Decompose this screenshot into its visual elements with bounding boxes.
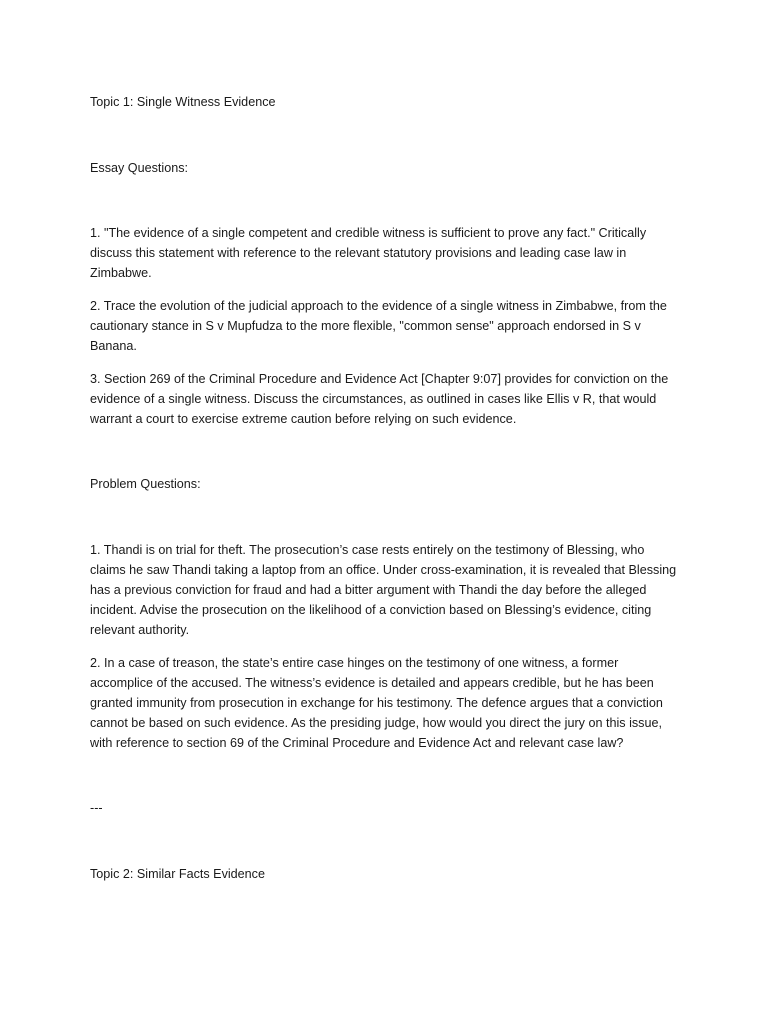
essay-question-1: [90, 223, 680, 283]
essay-question-1-line: discuss this statement with reference to the relevant statutory provisions and leading case law in: [90, 246, 627, 260]
topic-2-heading: Topic 2: Similar Facts Evidence: [90, 867, 265, 881]
topic-1-heading: Topic 1: Single Witness Evidence: [90, 95, 276, 109]
problem-question-2-line: granted immunity from prosecution in exchange for his testimony. The defence argues that a conviction: [90, 696, 663, 710]
essay-questions-heading: Essay Questions:: [90, 161, 188, 175]
problem-question-1: [90, 540, 680, 640]
essay-question-3-line: warrant a court to exercise extreme caution before relying on such evidence.: [90, 412, 517, 426]
problem-question-1-line: has a previous conviction for fraud and had a bitter argument with Thandi the day before the alleged: [90, 583, 647, 597]
problem-question-1-line: claims he saw Thandi taking a laptop from an office. Under cross-examination, it is revealed that Blessing: [90, 563, 677, 577]
essay-question-3: [90, 369, 680, 429]
essay-question-2-line: Banana.: [90, 339, 137, 353]
essay-question-1-line: Zimbabwe.: [90, 266, 152, 280]
essay-question-3-line: evidence of a single witness. Discuss the circumstances, as outlined in cases like Ellis v R, that would: [90, 392, 657, 406]
essay-question-2-line: 2. Trace the evolution of the judicial approach to the evidence of a single witness in Zimbabwe, from the: [90, 299, 667, 313]
problem-question-1-line: relevant authority.: [90, 623, 190, 637]
essay-question-1-line: 1. "The evidence of a single competent and credible witness is sufficient to prove any fact." Critically: [90, 226, 647, 240]
problem-question-2-line: with reference to section 69 of the Criminal Procedure and Evidence Act and relevant case law?: [90, 736, 624, 750]
problem-question-1-line: incident. Advise the prosecution on the likelihood of a conviction based on Blessing’s evidence, citing: [90, 603, 652, 617]
problem-question-2-line: accomplice of the accused. The witness’s evidence is detailed and appears credible, but he has been: [90, 676, 654, 690]
essay-question-2-line: cautionary stance in S v Mupfudza to the more flexible, "common sense" approach endorsed in S v: [90, 319, 641, 333]
section-separator: ---: [90, 801, 103, 815]
problem-question-2: [90, 653, 680, 753]
essay-question-3-line: 3. Section 269 of the Criminal Procedure and Evidence Act [Chapter 9:07] provides for conviction on the: [90, 372, 669, 386]
problem-question-2-line: cannot be based on such evidence. As the presiding judge, how would you direct the jury on this issue,: [90, 716, 662, 730]
problem-question-2-line: 2. In a case of treason, the state’s entire case hinges on the testimony of one witness, a former: [90, 656, 619, 670]
problem-questions-heading: Problem Questions:: [90, 477, 201, 491]
problem-question-1-line: 1. Thandi is on trial for theft. The prosecution’s case rests entirely on the testimony of Blessing, who: [90, 543, 645, 557]
essay-question-2: [90, 296, 680, 356]
